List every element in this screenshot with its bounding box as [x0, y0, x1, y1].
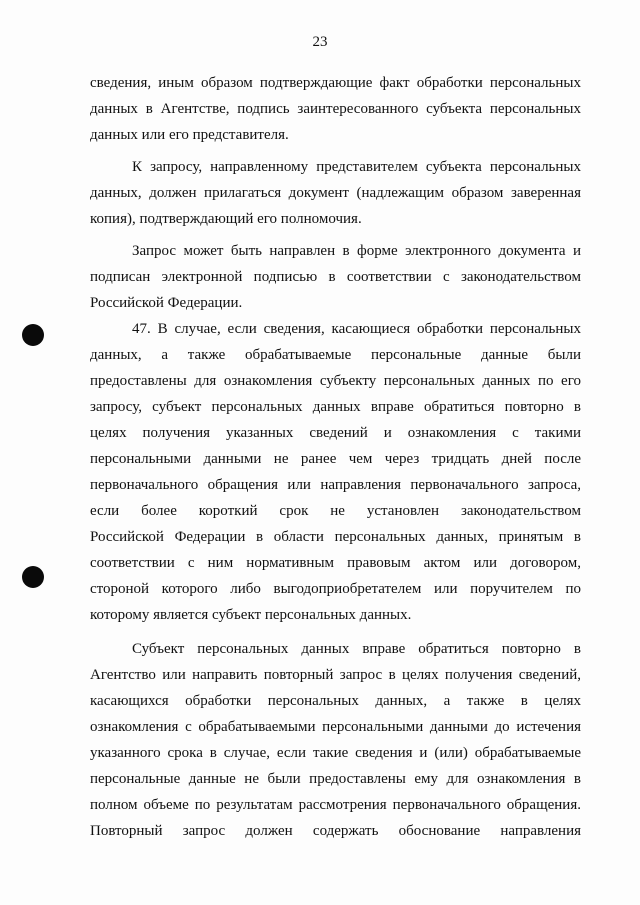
- text-line: Запрос может быть направлен в форме электронного документа и: [132, 243, 581, 259]
- text-line: Агентство или направить повторный запрос в целях получения сведений,: [90, 667, 581, 683]
- punch-hole-mark: [22, 566, 44, 588]
- text-line: запросу, субъект персональных данных вправе обратиться повторно в: [90, 399, 581, 415]
- text-line: Субъект персональных данных вправе обратиться повторно в: [132, 641, 581, 657]
- text-line: данных, а также обрабатываемые персональные данные были: [90, 347, 581, 363]
- text-line: данных в Агентстве, подпись заинтересованного субъекта персональных: [90, 101, 581, 117]
- text-line: указанного срока в случае, если такие сведения и (или) обрабатываемые: [90, 745, 581, 761]
- text-line: полном объеме по результатам рассмотрения первоначального обращения.: [90, 797, 581, 813]
- text-line: Российской Федерации.: [90, 295, 243, 311]
- text-line: копия), подтверждающий его полномочия.: [90, 211, 362, 227]
- page-number: 23: [312, 34, 328, 50]
- text-line: если более короткий срок не установлен законодательством: [90, 503, 581, 519]
- text-line: касающихся обработки персональных данных, а также в целях: [90, 693, 581, 709]
- paragraph-repeat-request: [90, 636, 581, 844]
- document-body: [90, 70, 581, 844]
- text-line: подписан электронной подписью в соответствии с законодательством: [90, 269, 581, 285]
- text-line: которому является субъект персональных данных.: [90, 607, 412, 623]
- text-line: Повторный запрос должен содержать обоснование направления: [90, 823, 581, 839]
- text-line: сведения, иным образом подтверждающие факт обработки персональных: [90, 75, 581, 91]
- text-line: стороной которого либо выгодоприобретателем или поручителем по: [90, 581, 581, 597]
- text-line: данных или его представителя.: [90, 127, 289, 143]
- paragraph-continuation: [90, 70, 581, 148]
- text-line: предоставлены для ознакомления субъекту персональных данных по его: [90, 373, 581, 389]
- text-line: персональные данные не были предоставлены ему для ознакомления в: [90, 771, 581, 787]
- text-line: соответствии с ним нормативным правовым актом или договором,: [90, 555, 581, 571]
- paragraph-electronic-request: [90, 238, 581, 316]
- text-line: ознакомления с обрабатываемыми персональными данными до истечения: [90, 719, 581, 735]
- text-line: целях получения указанных сведений и ознакомления с такими: [90, 425, 581, 441]
- text-line: данных, должен прилагаться документ (надлежащим образом заверенная: [90, 185, 581, 201]
- punch-hole-mark: [22, 324, 44, 346]
- text-line: 47. В случае, если сведения, касающиеся обработки персональных: [132, 321, 581, 337]
- paragraph-item-47: [90, 316, 581, 628]
- text-line: Российской Федерации в области персональных данных, принятым в: [90, 529, 581, 545]
- text-line: К запросу, направленному представителем субъекта персональных: [132, 159, 581, 175]
- text-line: первоначального обращения или направления первоначального запроса,: [90, 477, 581, 493]
- paragraph-request-attachment: [90, 154, 581, 232]
- text-line: персональными данными не ранее чем через тридцать дней после: [90, 451, 581, 467]
